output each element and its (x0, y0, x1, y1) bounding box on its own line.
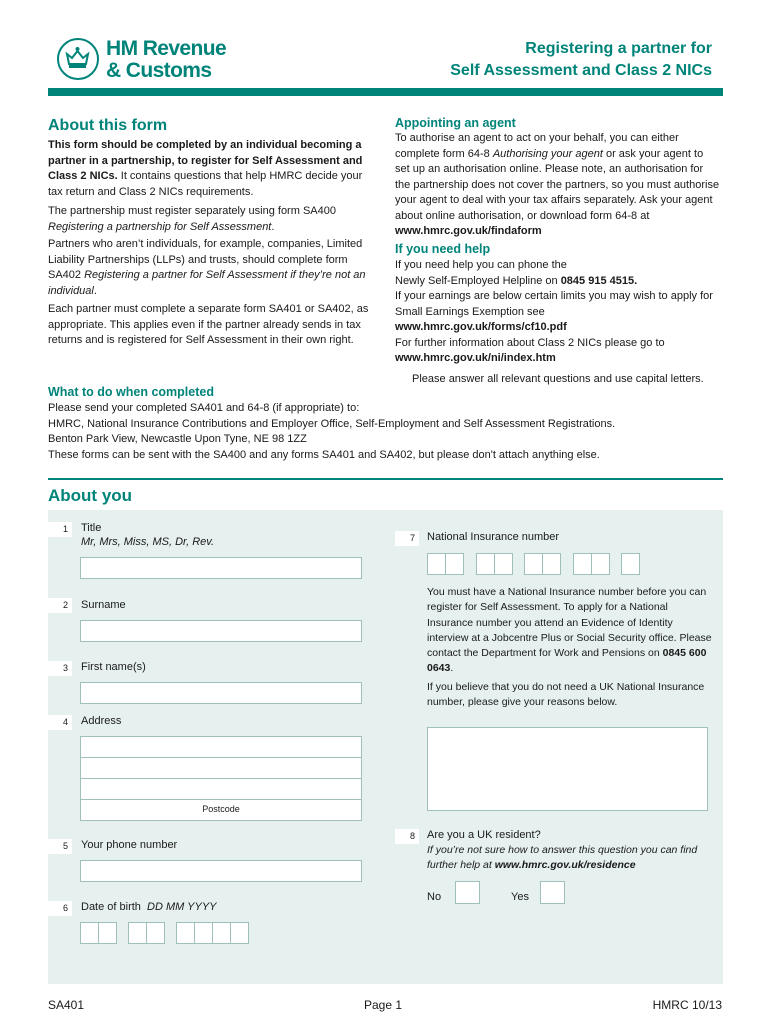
ni-cell-4[interactable] (494, 553, 513, 575)
completed-heading: What to do when completed (48, 385, 214, 399)
q1-number: 1 (48, 522, 72, 537)
completed-line-2: HMRC, National Insurance Contributions and Employer Office, Self-Employment and Self Assessment Registrations. (48, 417, 616, 430)
ni-cell-9[interactable] (621, 553, 640, 575)
about-form-p3-text: Partners who aren’t individuals, for example, companies, Limited Liability Partnerships (LLPs) and trusts, should complete form SA402 (48, 238, 363, 281)
about-form-p2-text: The partnership must register separately using form SA400 (48, 205, 336, 217)
q6-number: 6 (48, 901, 72, 916)
resident-no-checkbox[interactable] (455, 881, 480, 904)
q7-info-1-end: . (450, 662, 454, 675)
form-title-line-1: Registering a partner for (525, 40, 712, 57)
q8-hint-text: If you’re not sure how to answer this question you can find further help at (427, 844, 698, 872)
q4-number: 4 (48, 715, 72, 730)
completed-line-3: Benton Park View, Newcastle Upon Tyne, NE 98 1ZZ (48, 433, 307, 445)
q8-label: Are you a UK resident? (427, 829, 541, 841)
form-version: HMRC 10/13 (652, 998, 722, 1012)
help-heading: If you need help (395, 242, 491, 256)
about-form-p2-end: . (271, 220, 275, 233)
address-line-2-input[interactable] (80, 757, 362, 779)
dwp-phone: 0845 600 0643 (427, 647, 707, 675)
ni-cell-2[interactable] (445, 553, 464, 575)
findaform-link[interactable]: www.hmrc.gov.uk/findaform (395, 225, 542, 237)
resident-yes-checkbox[interactable] (540, 881, 565, 904)
q6-hint: DD MM YYYY (147, 901, 217, 913)
ni-cell-8[interactable] (591, 553, 610, 575)
page-number: Page 1 (364, 998, 403, 1012)
first-names-input[interactable] (80, 682, 362, 704)
logo-line-1: HM Revenue (106, 37, 227, 60)
dob-month-1[interactable] (128, 922, 147, 944)
about-form-p2-italic: Registering a partnership for Self Assessment (48, 220, 272, 233)
helpline-phone: 0845 915 4515. (560, 274, 638, 287)
q3-label: First name(s) (81, 661, 146, 673)
q8-number: 8 (395, 829, 419, 844)
about-form-p3 (48, 237, 378, 299)
q1-label: Title (81, 522, 102, 534)
q4-label: Address (81, 715, 122, 727)
about-form-p1 (48, 138, 378, 200)
completed-text (48, 401, 728, 463)
completed-line-4: These forms can be sent with the SA400 and any forms SA401 and SA402, but please don't attach anything else. (48, 448, 600, 461)
agent-heading: Appointing an agent (395, 116, 516, 130)
help-line-4: For further information about Class 2 NICs please go to (395, 336, 665, 349)
q7-number: 7 (395, 531, 419, 546)
form-title-line-2: Self Assessment and Class 2 NICs (450, 62, 712, 79)
ni-cell-6[interactable] (542, 553, 561, 575)
cf10-link[interactable]: www.hmrc.gov.uk/forms/cf10.pdf (395, 321, 567, 333)
q7-info-1-text: You must have a National Insurance number before you can register for Self Assessment. To apply for a National Insurance number you attend an Evidence of Identity interview at a Jobcentre Plus or Social Security office. Please contact the Department for Work and Pensions on (427, 586, 712, 660)
dob-year-1[interactable] (176, 922, 195, 944)
about-you-heading: About you (48, 486, 133, 505)
q6-label (81, 900, 217, 915)
help-line-1: If you need help you can phone the (395, 259, 567, 271)
address-line-1-input[interactable] (80, 736, 362, 758)
about-form-p3-end: . (93, 284, 97, 297)
about-form-p2 (48, 204, 378, 235)
dob-day-1[interactable] (80, 922, 99, 944)
no-label: No (427, 891, 442, 903)
q5-number: 5 (48, 839, 72, 854)
dob-month-2[interactable] (146, 922, 165, 944)
completed-line-1: Please send your completed SA401 and 64-8 (if appropriate) to: (48, 402, 360, 414)
q7-info-2: If you believe that you do not need a UK National Insurance number, please give your reasons below. (427, 681, 705, 709)
header-rule (48, 88, 723, 96)
q2-number: 2 (48, 598, 72, 613)
dob-year-4[interactable] (230, 922, 249, 944)
q1-hint: Mr, Mrs, Miss, MS, Dr, Rev. (81, 536, 215, 548)
capital-letters-note: Please answer all relevant questions and use capital letters. (412, 373, 704, 385)
q7-info-1 (427, 585, 715, 677)
about-form-p3-italic: Registering a partner for Self Assessment if they’re not an individual (48, 269, 366, 297)
ni-cell-5[interactable] (524, 553, 543, 575)
surname-input[interactable] (80, 620, 362, 642)
residence-link[interactable]: www.hmrc.gov.uk/residence (494, 859, 636, 872)
agent-text-1: To authorise an agent to act on your behalf, you can either complete form 64-8 (395, 132, 679, 160)
ni-reasons-textarea[interactable] (427, 727, 708, 811)
about-you-rule (48, 478, 723, 480)
help-line-2 (395, 274, 720, 290)
ni-index-link[interactable]: www.hmrc.gov.uk/ni/index.htm (395, 352, 556, 364)
help-line-3: If your earnings are below certain limits you may wish to apply for Small Earnings Exemption see (395, 290, 713, 318)
q2-label: Surname (81, 599, 126, 611)
dob-year-2[interactable] (194, 922, 213, 944)
postcode-input[interactable] (80, 799, 362, 821)
dob-day-2[interactable] (98, 922, 117, 944)
postcode-label: Postcode (202, 804, 240, 814)
address-line-3-input[interactable] (80, 778, 362, 800)
logo-line-2: & Customs (106, 59, 212, 82)
q6-label-text: Date of birth (81, 901, 141, 913)
agent-form-name: Authorising your agent (492, 147, 603, 160)
q5-label: Your phone number (81, 839, 178, 851)
title-input[interactable] (80, 557, 362, 579)
dob-year-3[interactable] (212, 922, 231, 944)
about-form-p1-bold: This form should be completed by an individual becoming a partner in a partnership, to register for Self Assessment and Class 2 NICs. (48, 139, 363, 182)
q3-number: 3 (48, 661, 72, 676)
ni-cell-7[interactable] (573, 553, 592, 575)
help-line-2-text: Newly Self-Employed Helpline on (395, 274, 561, 287)
yes-label: Yes (511, 891, 529, 903)
phone-input[interactable] (80, 860, 362, 882)
about-form-p1-rest: It contains questions that help HMRC decide your tax return and Class 2 NICs requirements. (48, 170, 363, 198)
ni-cell-1[interactable] (427, 553, 446, 575)
hmrc-logo-text (106, 38, 226, 82)
q7-label: National Insurance number (427, 531, 560, 543)
about-form-p4: Each partner must complete a separate form SA401 or SA402, as appropriate. This applies even if the partner already sends in tax returns and is registered for Self Assessment in their own right. (48, 303, 369, 346)
q8-hint (427, 843, 717, 874)
form-code: SA401 (48, 998, 85, 1012)
about-form-heading: About this form (48, 117, 168, 134)
ni-cell-3[interactable] (476, 553, 495, 575)
help-text (395, 258, 720, 367)
agent-text-2: or ask your agent to set up an authorisation online. Please note, an authorisation for the partnership does not cover the partners, so you must authorise your agent to deal with your tax affairs separately. Ask your agent about online authorisation, or download form 64-8 at (395, 147, 720, 222)
crown-logo-icon (57, 38, 99, 80)
agent-text (395, 131, 720, 240)
